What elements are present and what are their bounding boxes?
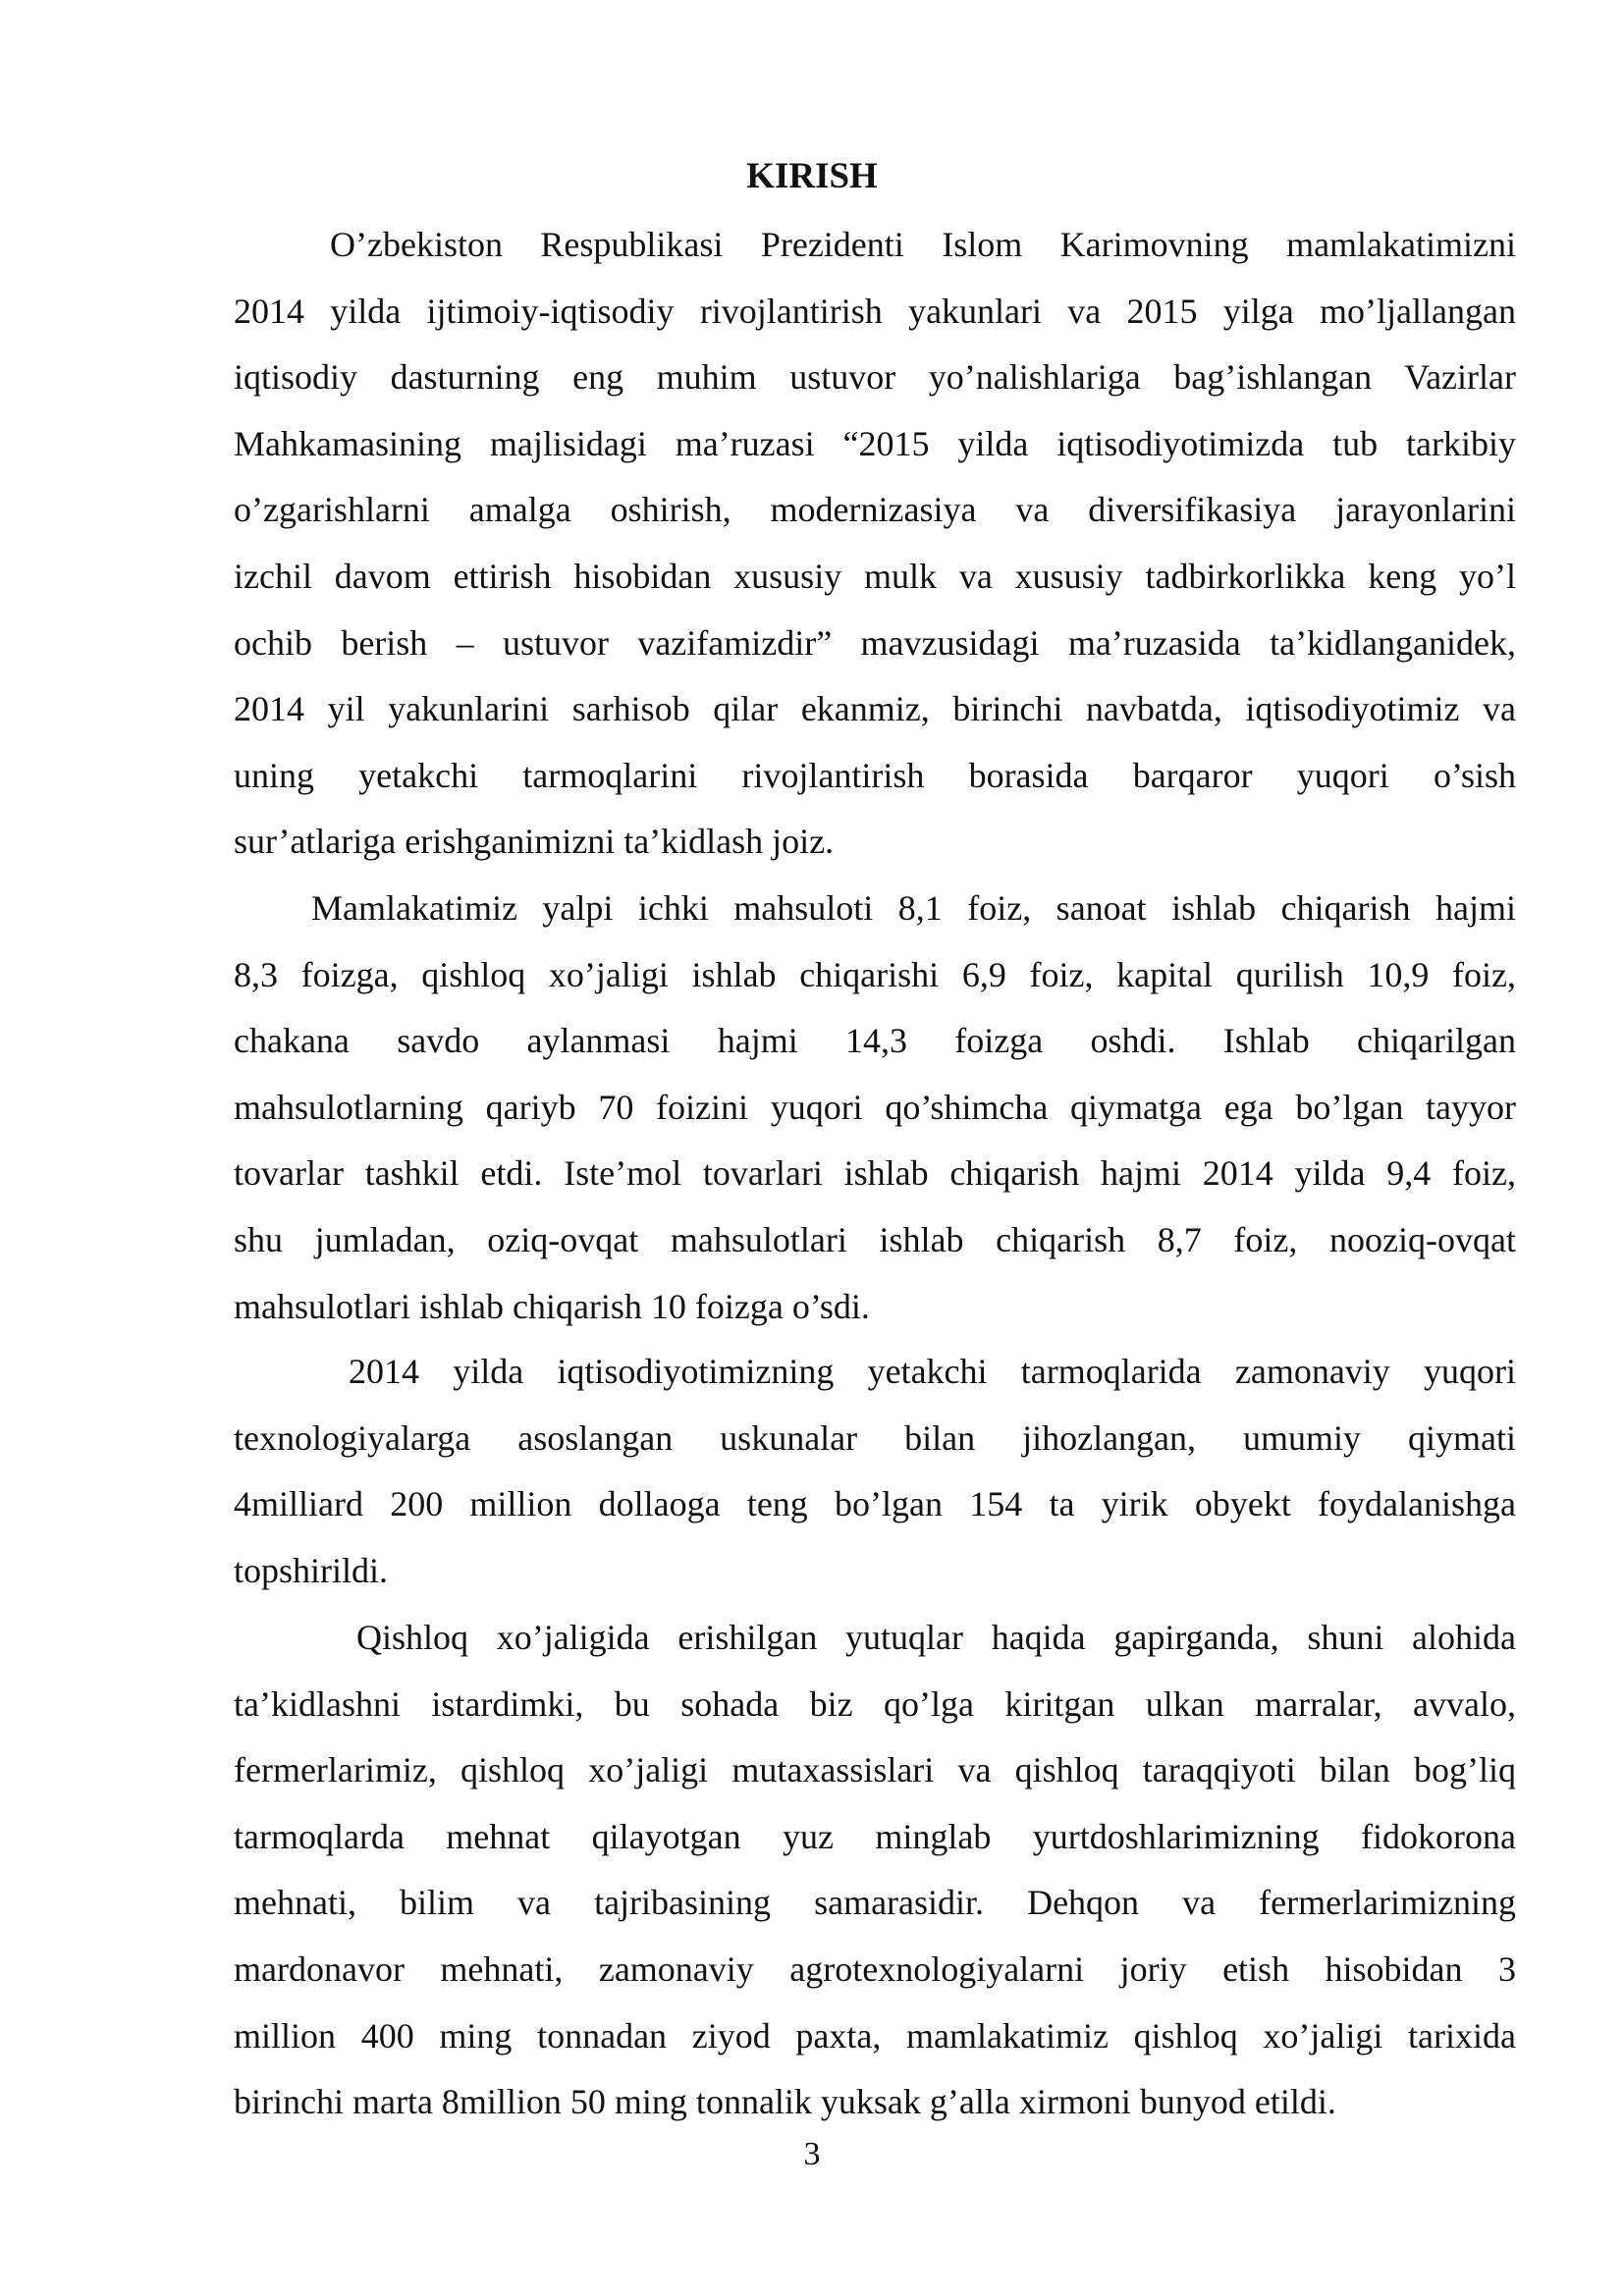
text-line: mehnati, bilim va tajribasining samarasidir. Dehqon va fermerlarimizning [234,1883,1516,1923]
text-line: izchil davom ettirish hisobidan xususiy mulk va xususiy tadbirkorlikka keng yo’l [234,556,1516,596]
text-line: sur’atlariga erishganimizni ta’kidlash joiz. [234,822,835,862]
text-line: iqtisodiy dasturning eng muhim ustuvor yo’nalishlariga bag’ishlangan Vazirlar [234,357,1516,398]
text-line: Qishloq xo’jaligida erishilgan yutuqlar haqida gapirganda, shuni alohida [356,1618,1516,1657]
document-title: KIRISH [746,156,878,196]
text-line: chakana savdo aylanmasi hajmi 14,3 foizga oshdi. Ishlab chiqarilgan [234,1021,1516,1061]
text-line: tovarlar tashkil etdi. Iste’mol tovarlari ishlab chiqarish hajmi 2014 yilda 9,4 foiz, [234,1153,1516,1194]
text-line: 2014 yilda ijtimoiy-iqtisodiy rivojlantirish yakunlari va 2015 yilga mo’ljallangan [234,291,1516,331]
paragraph-intro [234,212,1516,876]
text-line: 2014 yilda iqtisodiyotimizning yetakchi tarmoqlarida zamonaviy yuqori [349,1352,1516,1391]
text-line: ochib berish – ustuvor vazifamizdir” mavzusidagi ma’ruzasida ta’kidlanganidek, [234,622,1516,663]
paragraph-agriculture [234,1605,1516,2136]
text-line: mardonavor mehnati, zamonaviy agrotexnologiyalarni joriy etish hisobidan 3 [234,1949,1516,1989]
text-line: million 400 ming tonnadan ziyod paxta, mamlakatimiz qishloq xo’jaligi tarixida [234,2015,1516,2056]
text-line: o’zgarishlarni amalga oshirish, modernizasiya va diversifikasiya jarayonlarini [234,490,1516,530]
paragraph-economy-growth [234,876,1516,1340]
text-line: uning yetakchi tarmoqlarini rivojlantirish borasida barqaror yuqori o’sish [234,755,1516,795]
text-line: 4milliard 200 million dollaoga teng bo’lgan 154 ta yirik obyekt foydalanishga [234,1484,1516,1524]
paragraph-technology [234,1339,1516,1604]
text-line: 8,3 foizga, qishloq xo’jaligi ishlab chiqarishi 6,9 foiz, kapital qurilish 10,9 foiz, [234,954,1516,994]
text-line: fermerlarimiz, qishloq xo’jaligi mutaxassislari va qishloq taraqqiyoti bilan bog’liq [234,1750,1516,1790]
text-line: Mahkamasining majlisidagi ma’ruzasi “2015 yilda iqtisodiyotimizda tub tarkibiy [234,423,1516,463]
text-line: Mamlakatimiz yalpi ichki mahsuloti 8,1 foiz, sanoat ishlab chiqarish hajmi [311,888,1516,928]
text-line: shu jumladan, oziq-ovqat mahsulotlari ishlab chiqarish 8,7 foiz, nooziq-ovqat [234,1219,1516,1259]
text-line: O’zbekiston Respublikasi Prezidenti Islom Karimovning mamlakatimizni [330,225,1516,264]
page-number: 3 [803,2136,821,2172]
text-line: mahsulotlari ishlab chiqarish 10 foizga o’sdi. [234,1286,870,1326]
text-line: texnologiyalarga asoslangan uskunalar bilan jihozlangan, umumiy qiymati [234,1417,1516,1458]
text-line: mahsulotlarning qariyb 70 foizini yuqori qo’shimcha qiymatga ega bo’lgan tayyor [234,1087,1516,1127]
text-line: topshirildi. [234,1550,389,1590]
text-line: ta’kidlashni istardimki, bu sohada biz qo’lga kiritgan ulkan marralar, avvalo, [234,1683,1516,1724]
text-line: 2014 yil yakunlarini sarhisob qilar ekanmiz, birinchi navbatda, iqtisodiyotimiz va [234,689,1516,729]
text-line: tarmoqlarda mehnat qilayotgan yuz minglab yurtdoshlarimizning fidokorona [234,1816,1516,1856]
text-line: birinchi marta 8million 50 ming tonnalik yuksak g’alla xirmoni bunyod etildi. [234,2082,1336,2122]
